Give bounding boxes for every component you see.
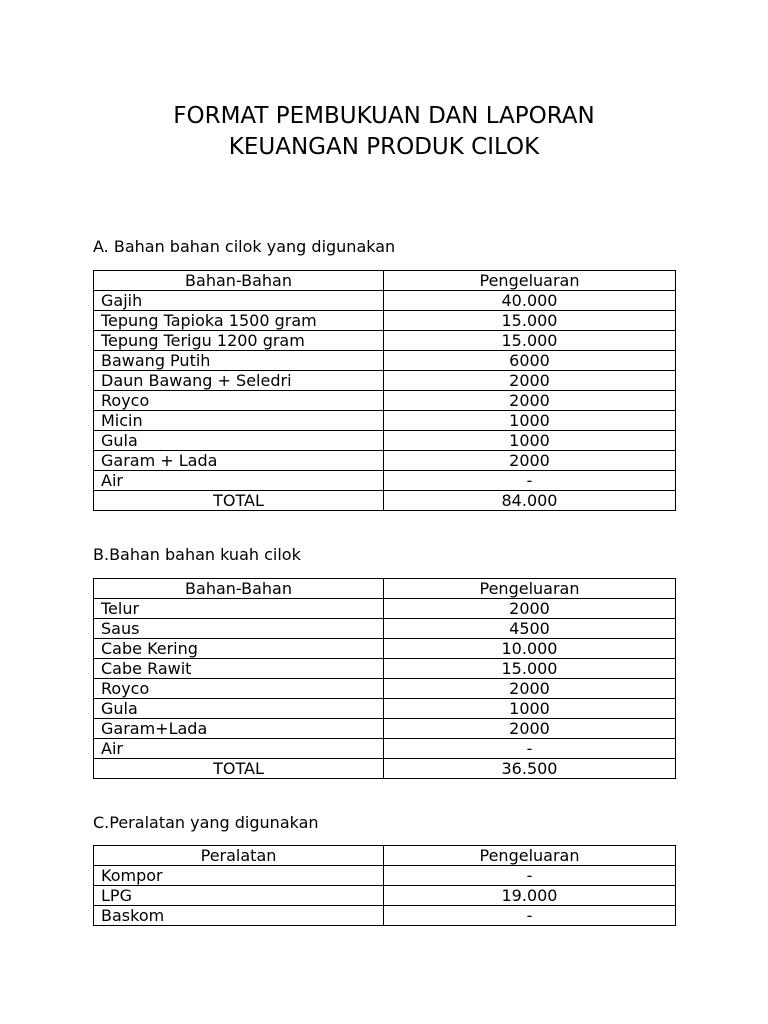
document-title-line-2: KEUANGAN PRODUK CILOK [228,134,540,161]
row-amount: 2000 [384,451,676,471]
column-header-amount: Pengeluaran [384,846,676,866]
row-item: Kompor [94,866,384,886]
section-b-rows [94,599,676,759]
table-row [94,906,676,926]
total-row [94,759,676,779]
row-item: Telur [94,599,384,619]
table-row [94,371,676,391]
row-amount: 40.000 [384,291,676,311]
table-row [94,866,676,886]
table-row [94,451,676,471]
table-row [94,291,676,311]
row-amount: - [384,471,676,491]
section-c-rows [94,866,676,926]
section-a-rows [94,291,676,491]
column-header-item: Peralatan [94,846,384,866]
column-header-item: Bahan-Bahan [94,271,384,291]
row-item: Tepung Tapioka 1500 gram [94,311,384,331]
row-item: Garam + Lada [94,451,384,471]
table-row [94,431,676,451]
row-item: Gajih [94,291,384,311]
row-item: Royco [94,391,384,411]
row-item: Cabe Rawit [94,659,384,679]
total-amount: 84.000 [384,491,676,511]
row-item: LPG [94,886,384,906]
table-row [94,739,676,759]
row-amount: 15.000 [384,311,676,331]
total-row [94,491,676,511]
row-amount: 4500 [384,619,676,639]
row-amount: 2000 [384,391,676,411]
table-row [94,331,676,351]
row-amount: 10.000 [384,639,676,659]
row-amount: - [384,739,676,759]
row-amount: 6000 [384,351,676,371]
column-header-amount: Pengeluaran [384,579,676,599]
table-row [94,351,676,371]
row-item: Saus [94,619,384,639]
column-header-amount: Pengeluaran [384,271,676,291]
table-row [94,619,676,639]
column-header-item: Bahan-Bahan [94,579,384,599]
row-amount: - [384,866,676,886]
section-b-heading: B.Bahan bahan kuah cilok [93,545,301,564]
row-item: Baskom [94,906,384,926]
table-row [94,886,676,906]
table-row [94,659,676,679]
section-c-table [93,845,676,926]
row-item: Royco [94,679,384,699]
total-amount: 36.500 [384,759,676,779]
row-item: Daun Bawang + Seledri [94,371,384,391]
table-row [94,471,676,491]
row-item: Tepung Terigu 1200 gram [94,331,384,351]
row-amount: 15.000 [384,331,676,351]
row-item: Micin [94,411,384,431]
row-item: Bawang Putih [94,351,384,371]
row-amount: 2000 [384,371,676,391]
section-a-table [93,270,676,511]
row-item: Gula [94,431,384,451]
table-row [94,679,676,699]
section-b-table [93,578,676,779]
section-a-heading: A. Bahan bahan cilok yang digunakan [93,237,396,256]
total-label: TOTAL [94,759,384,779]
table-row [94,699,676,719]
document-title [0,101,768,163]
document-title-line-1: FORMAT PEMBUKUAN DAN LAPORAN [173,103,595,130]
row-amount: 19.000 [384,886,676,906]
row-amount: 1000 [384,699,676,719]
table-header-row [94,271,676,291]
row-amount: 15.000 [384,659,676,679]
table-row [94,411,676,431]
table-header-row [94,579,676,599]
table-row [94,599,676,619]
row-item: Gula [94,699,384,719]
row-item: Air [94,471,384,491]
table-row [94,311,676,331]
row-item: Cabe Kering [94,639,384,659]
row-amount: 1000 [384,431,676,451]
section-c-heading: C.Peralatan yang digunakan [93,813,319,832]
row-amount: 2000 [384,719,676,739]
table-row [94,391,676,411]
row-amount: - [384,906,676,926]
total-label: TOTAL [94,491,384,511]
row-item: Air [94,739,384,759]
row-amount: 1000 [384,411,676,431]
table-row [94,639,676,659]
row-amount: 2000 [384,679,676,699]
row-item: Garam+Lada [94,719,384,739]
table-header-row [94,846,676,866]
table-row [94,719,676,739]
row-amount: 2000 [384,599,676,619]
